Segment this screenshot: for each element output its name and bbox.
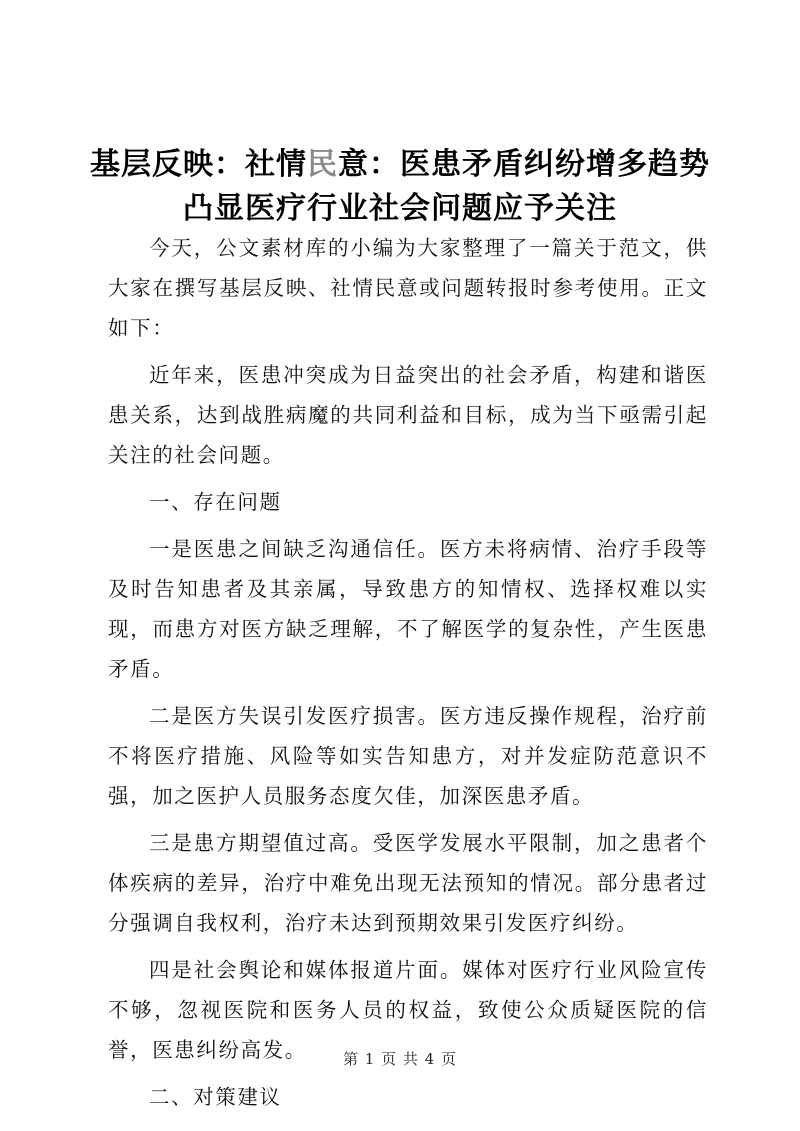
- title-part-1: 基层反映：社情: [90, 147, 307, 182]
- section-heading-suggestions: 二、对策建议: [149, 1085, 282, 1109]
- document-title-line-2: 凸显医疗行业社会问题应予关注: [183, 191, 617, 226]
- problem-paragraph-3: 三是患方期望值过高。受医学发展水平限制，加之患者个体疾病的差异，治疗中难免出现无法预知的情况。部分患者过分强调自我权利，治疗未达到预期效果引发医疗纠纷。: [108, 831, 708, 935]
- problem-paragraph-4: 四是社会舆论和媒体报道片面。媒体对医疗行业风险宣传不够，忽视医院和医务人员的权益，致使公众质疑医院的信誉，医患纠纷高发。: [108, 958, 708, 1062]
- problem-paragraph-2: 二是医方失误引发医疗损害。医方违反操作规程，治疗前不将医疗措施、风险等如实告知患方，对并发症防范意识不强，加之医护人员服务态度欠佳，加深医患矛盾。: [108, 704, 708, 808]
- title-part-2: 意：医患矛盾纠纷增多趋势: [338, 147, 710, 182]
- problem-paragraph-1: 一是医患之间缺乏沟通信任。医方未将病情、治疗手段等及时告知患者及其亲属，导致患方的知情权、选择权难以实现，而患方对医方缺乏理解，不了解医学的复杂性，产生医患矛盾。: [108, 537, 708, 681]
- document-body: [108, 228, 708, 1124]
- section-heading-problems: 一、存在问题: [149, 490, 282, 514]
- background-paragraph: 近年来，医患冲突成为日益突出的社会矛盾，构建和谐医患关系，达到战胜病魔的共同利益和目标，成为当下亟需引起关注的社会问题。: [108, 363, 708, 467]
- title-faded-char: 民: [307, 147, 338, 182]
- page-footer: 第 1 页 共 4 页: [343, 1050, 457, 1068]
- intro-paragraph: 今天，公文素材库的小编为大家整理了一篇关于范文，供大家在撰写基层反映、社情民意或问题转报时参考使用。正文如下：: [108, 236, 708, 340]
- document-title-line-1: [90, 142, 710, 188]
